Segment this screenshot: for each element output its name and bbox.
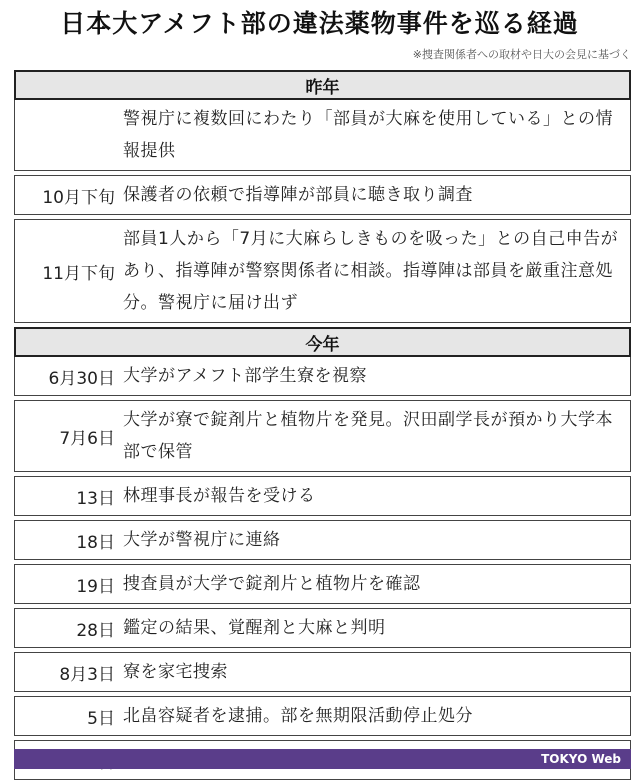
row-description: 鑑定の結果、覚醒剤と大麻と判明	[123, 618, 386, 638]
row-description: 林理事長が報告を受ける	[123, 486, 316, 506]
section-heading-this-year: 今年	[14, 327, 631, 357]
row-date: 18日	[76, 532, 115, 553]
row-date: 19日	[76, 576, 115, 597]
timeline-row	[14, 564, 631, 604]
timeline-row	[14, 608, 631, 648]
row-date: 13日	[76, 488, 115, 509]
row-date: 28日	[76, 620, 115, 641]
row-description: 北畠容疑者を逮捕。部を無期限活動停止処分	[123, 706, 473, 726]
row-date: 6月30日	[48, 368, 115, 389]
row-description: 大学がアメフト部学生寮を視察	[123, 366, 367, 386]
row-date: 11月下旬	[42, 263, 115, 284]
timeline-row	[14, 175, 631, 215]
row-description: 警視庁に複数回にわたり「部員が大麻を使用している」との情報提供	[123, 109, 613, 161]
timeline-row	[14, 696, 631, 736]
row-description: 大学が寮で錠剤片と植物片を発見。沢田副学長が預かり大学本部で保管	[123, 410, 613, 462]
publisher-footer	[14, 749, 631, 769]
timeline-row	[14, 219, 631, 323]
row-date: 8月3日	[59, 664, 115, 685]
page-title: 日本大アメフト部の違法薬物事件を巡る経過	[60, 9, 579, 38]
timeline-row	[14, 400, 631, 472]
row-description: 保護者の依頼で指導陣が部員に聴き取り調査	[123, 185, 473, 205]
publisher-logo-text: TOKYO Web	[541, 752, 621, 766]
timeline-row	[14, 357, 631, 396]
row-description: 寮を家宅捜索	[123, 662, 228, 682]
timeline-row	[14, 520, 631, 560]
timeline-row	[14, 652, 631, 692]
row-description: 大学が警視庁に連絡	[123, 530, 281, 550]
source-note: ※捜査関係者への取材や日大の会見に基づく	[412, 48, 631, 61]
section-heading-last-year: 昨年	[14, 70, 631, 100]
row-date: 7月6日	[59, 428, 115, 449]
row-date: 10月下旬	[42, 187, 115, 208]
timeline-row	[14, 476, 631, 516]
row-date	[15, 100, 121, 170]
row-description: 捜査員が大学で錠剤片と植物片を確認	[123, 574, 421, 594]
timeline-table	[14, 70, 631, 780]
row-date: 5日	[87, 708, 115, 729]
row-description: 部員1人から「7月に大麻らしきものを吸った」との自己申告があり、指導陣が警察関係者に相談。指導陣は部員を厳重注意処分。警視庁に届け出ず	[123, 229, 619, 313]
timeline-row	[14, 100, 631, 171]
